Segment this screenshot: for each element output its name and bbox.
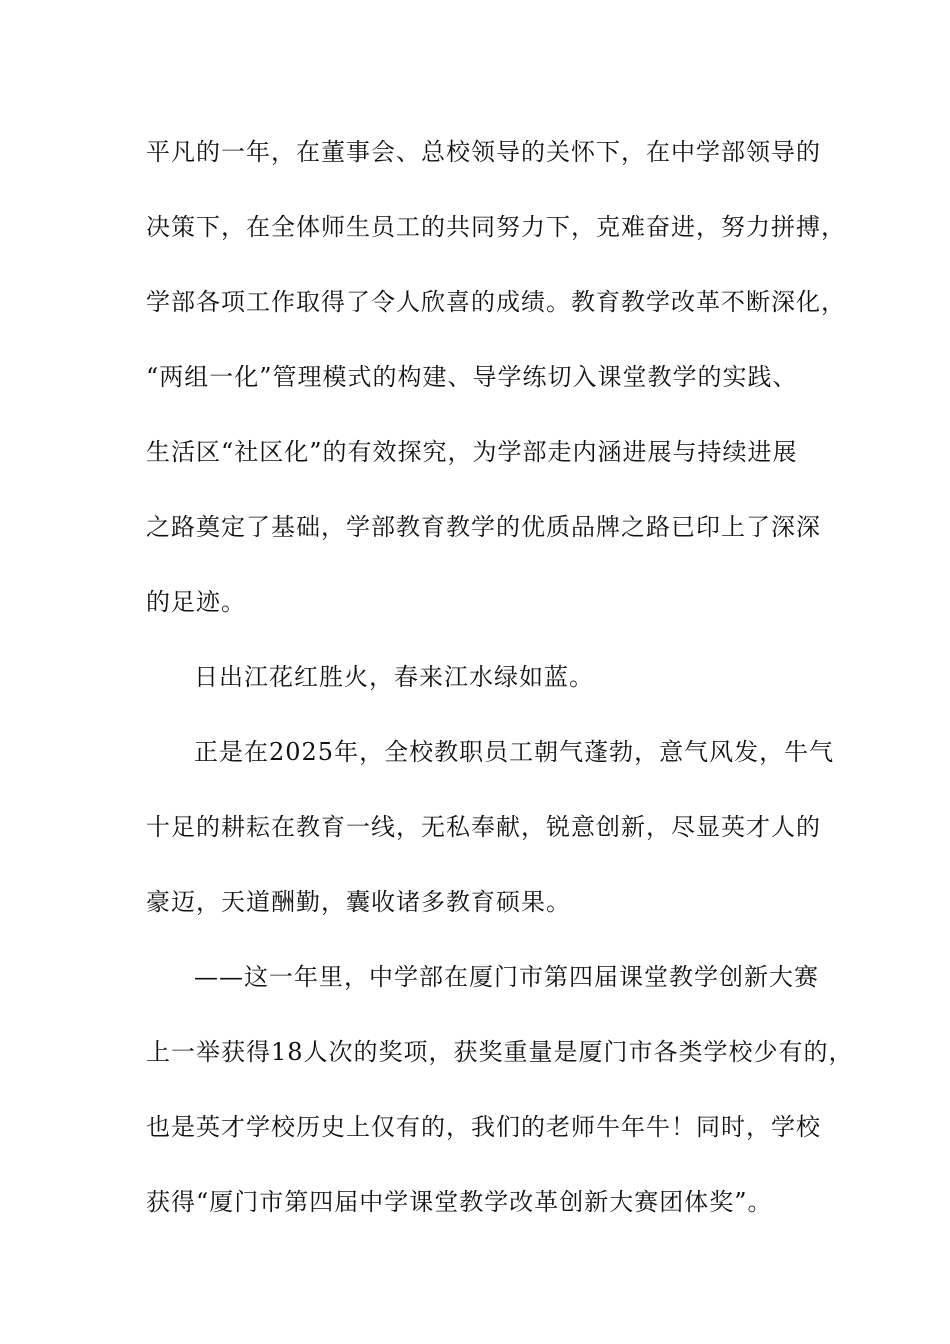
text-line: 之路奠定了基础，学部教育教学的优质品牌之路已印上了深深 [146, 513, 821, 541]
text-line: ——这一年里，中学部在厦门市第四届课堂教学创新大赛 [194, 963, 819, 991]
text-line: 生活区“社区化”的有效探究，为学部走内涵进展与持续进展 [146, 438, 798, 466]
text-line: 获得“厦门市第四届中学课堂教学改革创新大赛团体奖”。 [146, 1188, 773, 1216]
text-line: 也是英才学校历史上仅有的，我们的老师牛年牛！同时，学校 [146, 1113, 821, 1141]
text-line: 平凡的一年，在董事会、总校领导的关怀下，在中学部领导的 [146, 138, 821, 166]
text-line: 学部各项工作取得了令人欣喜的成绩。教育教学改革不断深化， [146, 288, 846, 316]
text-line: 日出江花红胜火，春来江水绿如蓝。 [194, 663, 594, 691]
text-line: 正是在2025年，全校教职员工朝气蓬勃，意气风发，牛气 [194, 738, 835, 766]
text-line: 的足迹。 [146, 588, 246, 616]
text-line: “两组一化”管理模式的构建、导学练切入课堂教学的实践、 [146, 363, 798, 391]
text-line: 决策下，在全体师生员工的共同努力下，克难奋进，努力拼搏， [146, 213, 846, 241]
text-line: 十足的耕耘在教育一线，无私奉献，锐意创新，尽显英才人的 [146, 813, 821, 841]
text-line: 上一举获得18人次的奖项，获奖重量是厦门市各类学校少有的， [146, 1038, 854, 1066]
text-line: 豪迈，天道酬勤，囊收诸多教育硕果。 [146, 888, 571, 916]
